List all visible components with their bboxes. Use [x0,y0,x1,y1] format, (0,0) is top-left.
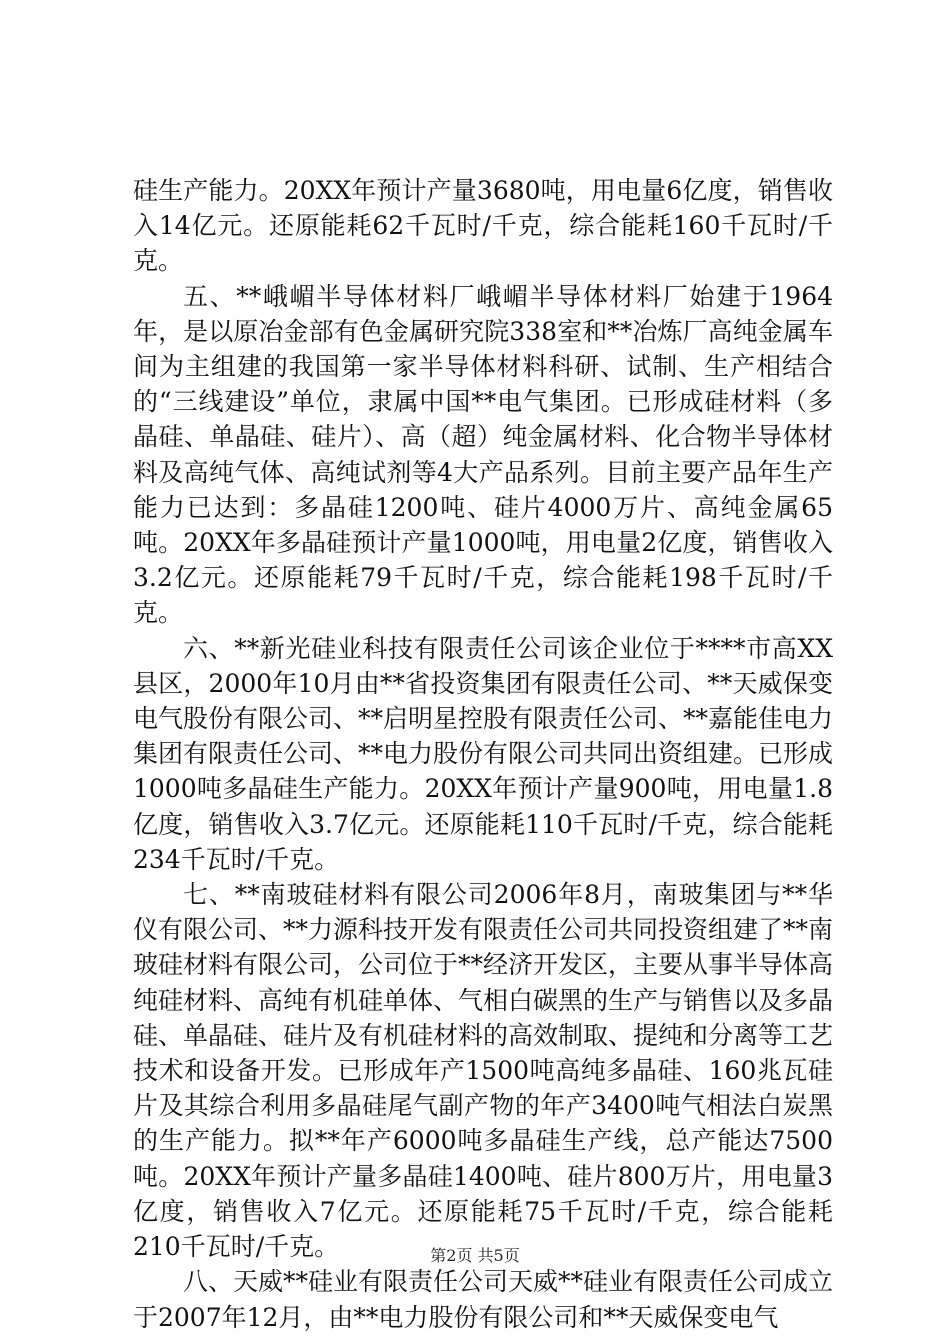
paragraph-4: 七、**南玻硅材料有限公司2006年8月，南玻集团与**华仪有限公司、**力源科技开发有限责任公司共同投资组建了**南玻硅材料有限公司，公司位于**经济开发区，主要从事半导体高纯硅材料、高纯有机硅单体、气相白碳黑的生产与销售以及多晶硅、单晶硅、硅片及有机硅材料的高效制取、提纯和分离等工艺技术和设备开发。已形成年产1500吨高纯多晶硅、160兆瓦硅片及其综合利用多晶硅尾气副产物的年产3400吨气相法白炭黑的生产能力。拟**年产6000吨多晶硅生产线，总产能达7500吨。20XX年预计产量多晶硅1400吨、硅片800万片，用电量3亿度，销售收入7亿元。还原能耗75千瓦时/千克，综合能耗210千瓦时/千克。 [133,880,834,1262]
paragraph-1: 硅生产能力。20XX年预计产量3680吨，用电量6亿度，销售收入14亿元。还原能耗62千瓦时/千克，综合能耗160千瓦时/千克。 [133,176,833,276]
paragraph-2: 五、**峨嵋半导体材料厂峨嵋半导体材料厂始建于1964年，是以原冶金部有色金属研究院338室和**冶炼厂高纯金属车间为主组建的我国第一家半导体材料科研、试制、生产相结合的“三线建设”单位，隶属中国**电气集团。已形成硅材料（多晶硅、单晶硅、硅片）、高（超）纯金属材料、化合物半导体材料及高纯气体、高纯试剂等4大产品系列。目前主要产品年生产能力已达到：多晶硅1200吨、硅片4000万片、高纯金属65吨。20XX年多晶硅预计产量1000吨，用电量2亿度，销售收入3.2亿元。还原能耗79千瓦时/千克，综合能耗198千瓦时/千克。 [133,281,833,628]
paragraph-3: 六、**新光硅业科技有限责任公司该企业位于****市高XX县区，2000年10月由**省投资集团有限责任公司、**天威保变电气股份有限公司、**启明星控股有限责任公司、**嘉能佳电力集团有限责任公司、**电力股份有限公司共同出资组建。已形成1000吨多晶硅生产能力。20XX年预计产量900吨，用电量1.8亿度，销售收入3.7亿元。还原能耗110千瓦时/千克，综合能耗234千瓦时/千克。 [133,633,834,874]
page-number-footer: 第2页 共5页 [430,1246,520,1265]
document-body [133,173,833,1335]
paragraph-5: 八、天威**硅业有限责任公司天威**硅业有限责任公司成立于2007年12月，由**电力股份有限公司和**天威保变电气 [133,1267,834,1332]
